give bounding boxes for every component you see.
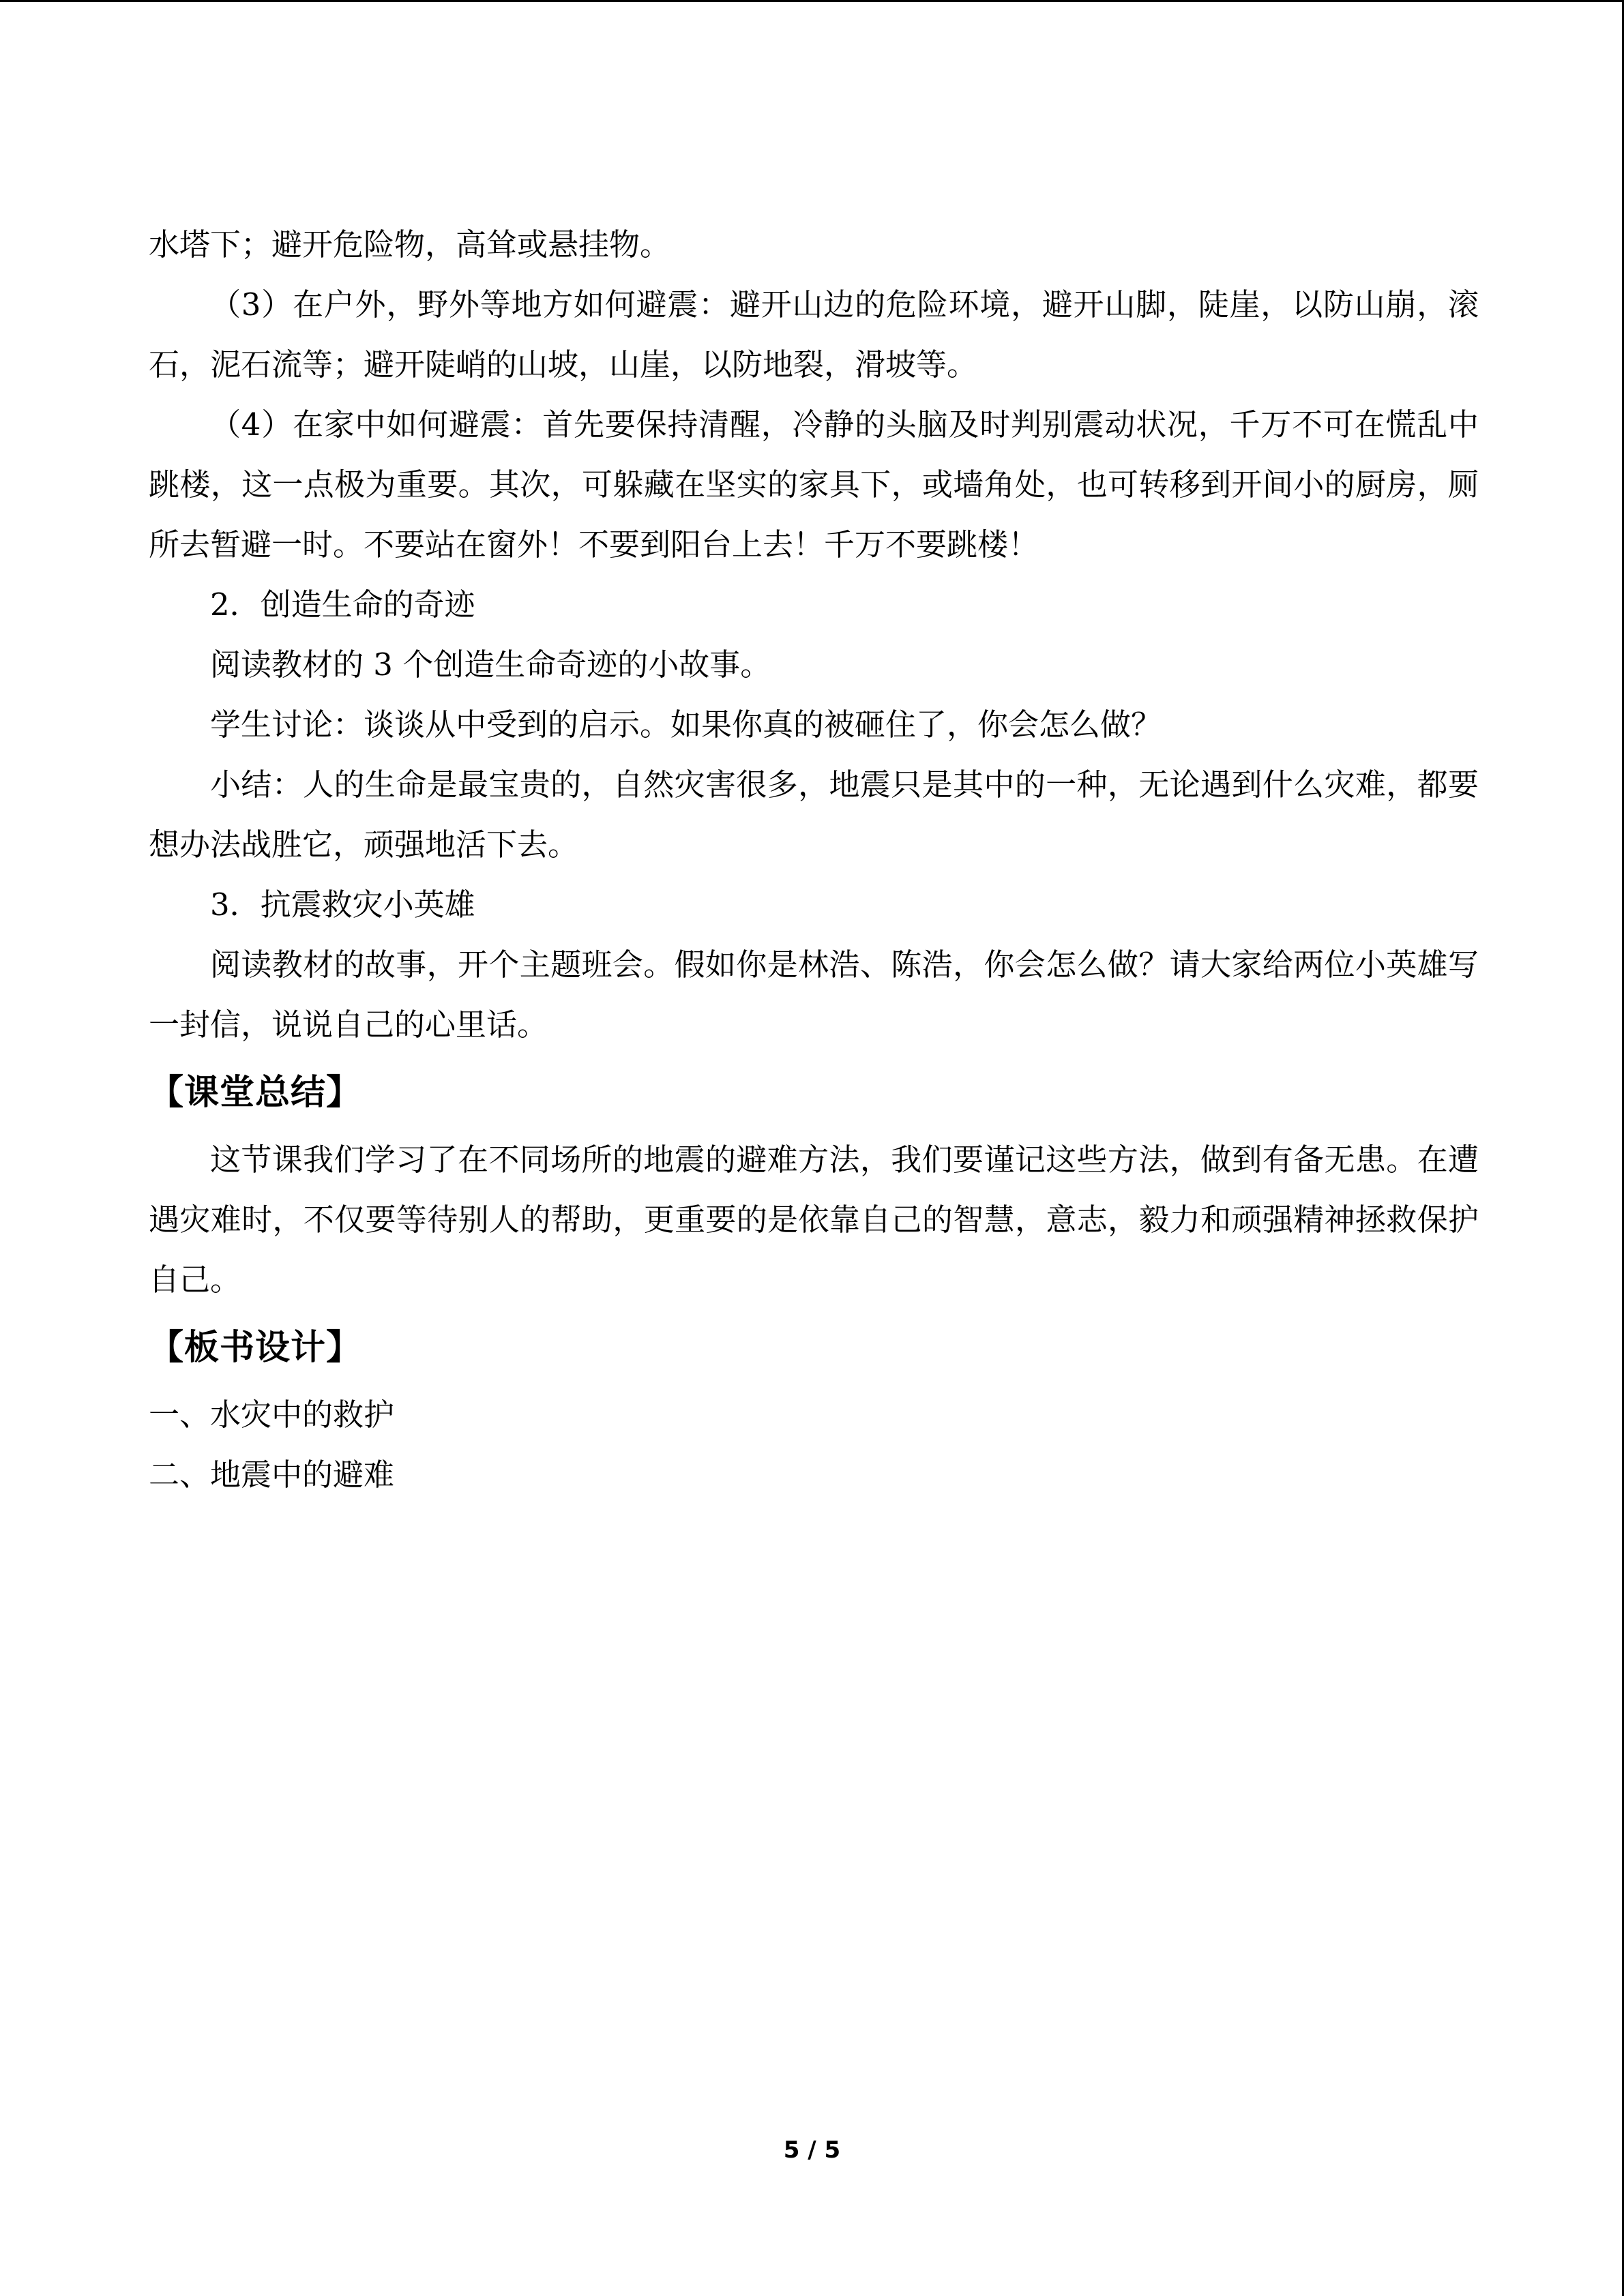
paragraph-summary-note: 小结：人的生命是最宝贵的，自然灾害很多，地震只是其中的一种，无论遇到什么灾难，都要想办法战胜它，顽强地活下去。 <box>149 766 1479 863</box>
page-number: 5 / 5 <box>783 2136 841 2164</box>
paragraph-class-meeting: 阅读教材的故事，开个主题班会。假如你是林浩、陈浩，你会怎么做？请大家给两位小英雄写一封信，说说自己的心里话。 <box>149 946 1479 1043</box>
paragraph-home-shelter: （4）在家中如何避震：首先要保持清醒，冷静的头脑及时判别震动状况，千万不可在慌乱中跳楼，这一点极为重要。其次，可躲藏在坚实的家具下，或墙角处，也可转移到开间小的厨房，厕所去暂避一时。不要站在窗外！不要到阳台上去！千万不要跳楼！ <box>149 406 1479 563</box>
subheading-little-heroes: 3．抗震救灾小英雄 <box>210 886 475 923</box>
paragraph-outdoor-shelter: （3）在户外，野外等地方如何避震：避开山边的危险环境，避开山脚，陡崖，以防山崩，滚石，泥石流等；避开陡峭的山坡，山崖，以防地裂，滑坡等。 <box>149 286 1479 383</box>
paragraph-read-stories: 阅读教材的 3 个创造生命奇迹的小故事。 <box>210 646 771 683</box>
section-heading-class-summary: 【课堂总结】 <box>149 1073 362 1113</box>
document-body <box>149 215 1479 1505</box>
paragraph-class-summary: 这节课我们学习了在不同场所的地震的避难方法，我们要谨记这些方法，做到有备无患。在遭遇灾难时，不仅要等待别人的帮助，更重要的是依靠自己的智慧，意志，毅力和顽强精神拯救保护自己。 <box>149 1142 1479 1298</box>
paragraph-continuation: 水塔下；避开危险物，高耸或悬挂物。 <box>149 226 671 263</box>
section-heading-board-design: 【板书设计】 <box>149 1328 362 1368</box>
board-item-flood-rescue: 一、水灾中的救护 <box>149 1397 395 1433</box>
paragraph-student-discussion: 学生讨论：谈谈从中受到的启示。如果你真的被砸住了，你会怎么做？ <box>210 706 1162 743</box>
subheading-miracle-of-life: 2．创造生命的奇迹 <box>210 586 475 623</box>
board-item-earthquake-shelter: 二、地震中的避难 <box>149 1457 395 1493</box>
